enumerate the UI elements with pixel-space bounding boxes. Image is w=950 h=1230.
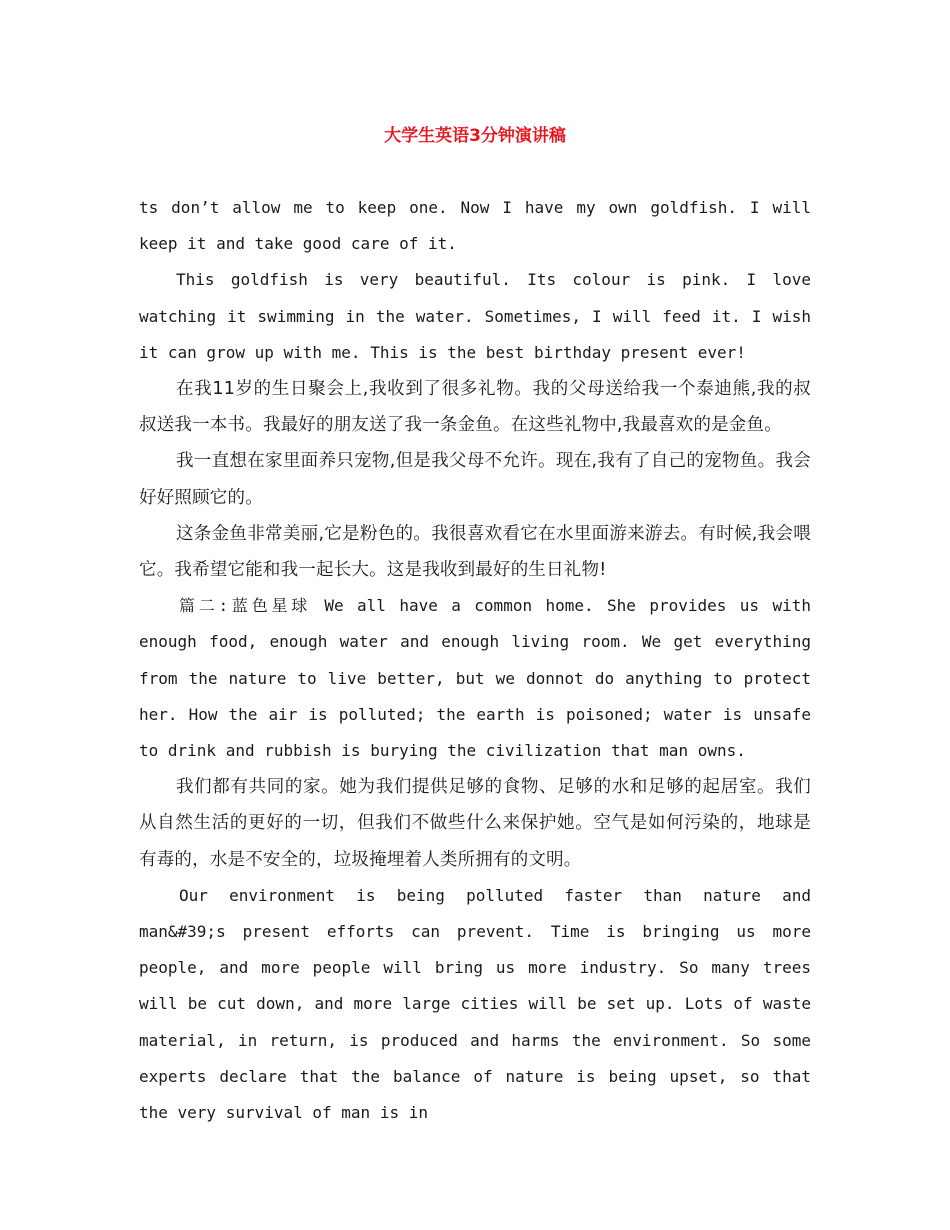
paragraph-6: 篇二:蓝色星球 We all have a common home. She provides us with enough food, enough water and enough living room. We get everything from the nature to live better, but we donnot do anything to protect her. How the air is polluted; the earth is poisoned; water is unsafe to drink and rubbish is burying the civilization that man owns. [139, 596, 811, 761]
paragraph-5: 这条金鱼非常美丽,它是粉色的。我很喜欢看它在水里面游来游去。有时候,我会喂它。我希望它能和我一起长大。这是我收到最好的生日礼物! [139, 523, 811, 581]
paragraph-3: 在我11岁的生日聚会上,我收到了很多礼物。我的父母送给我一个泰迪熊,我的叔叔送我一本书。我最好的朋友送了我一条金鱼。在这些礼物中,我最喜欢的是金鱼。 [139, 379, 811, 436]
paragraph-2: This goldfish is very beautiful. Its colour is pink. I love watching it swimming in the water. Sometimes, I will feed it. I wish it can grow up with me. This is the best birthday present ever! [139, 270, 811, 362]
paragraph-8: Our environment is being polluted faster than nature and man&#39;s present efforts can prevent. Time is bringing us more people, and more people will bring us more industry. So many trees will be cut down, and more large cities will be set up. Lots of waste material, in return, is produced and harms the environment. So some experts declare that the balance of nature is being upset, so that the very survival of man is in [139, 885, 811, 1123]
document-body [139, 190, 811, 1131]
paragraph-4: 我一直想在家里面养只宠物,但是我父母不允许。现在,我有了自己的宠物鱼。我会好好照顾它的。 [139, 451, 811, 508]
paragraph-7: 我们都有共同的家。她为我们提供足够的食物、足够的水和足够的起居室。我们从自然生活的更好的一切，但我们不做些什么来保护她。空气是如何污染的，地球是有毒的，水是不安全的，垃圾掩埋着人类所拥有的文明。 [139, 777, 811, 870]
paragraph-1: ts don’t allow me to keep one. Now I have my own goldfish. I will keep it and take good care of it. [139, 198, 811, 254]
document-title: 大学生英语3分钟演讲稿 [384, 126, 566, 146]
